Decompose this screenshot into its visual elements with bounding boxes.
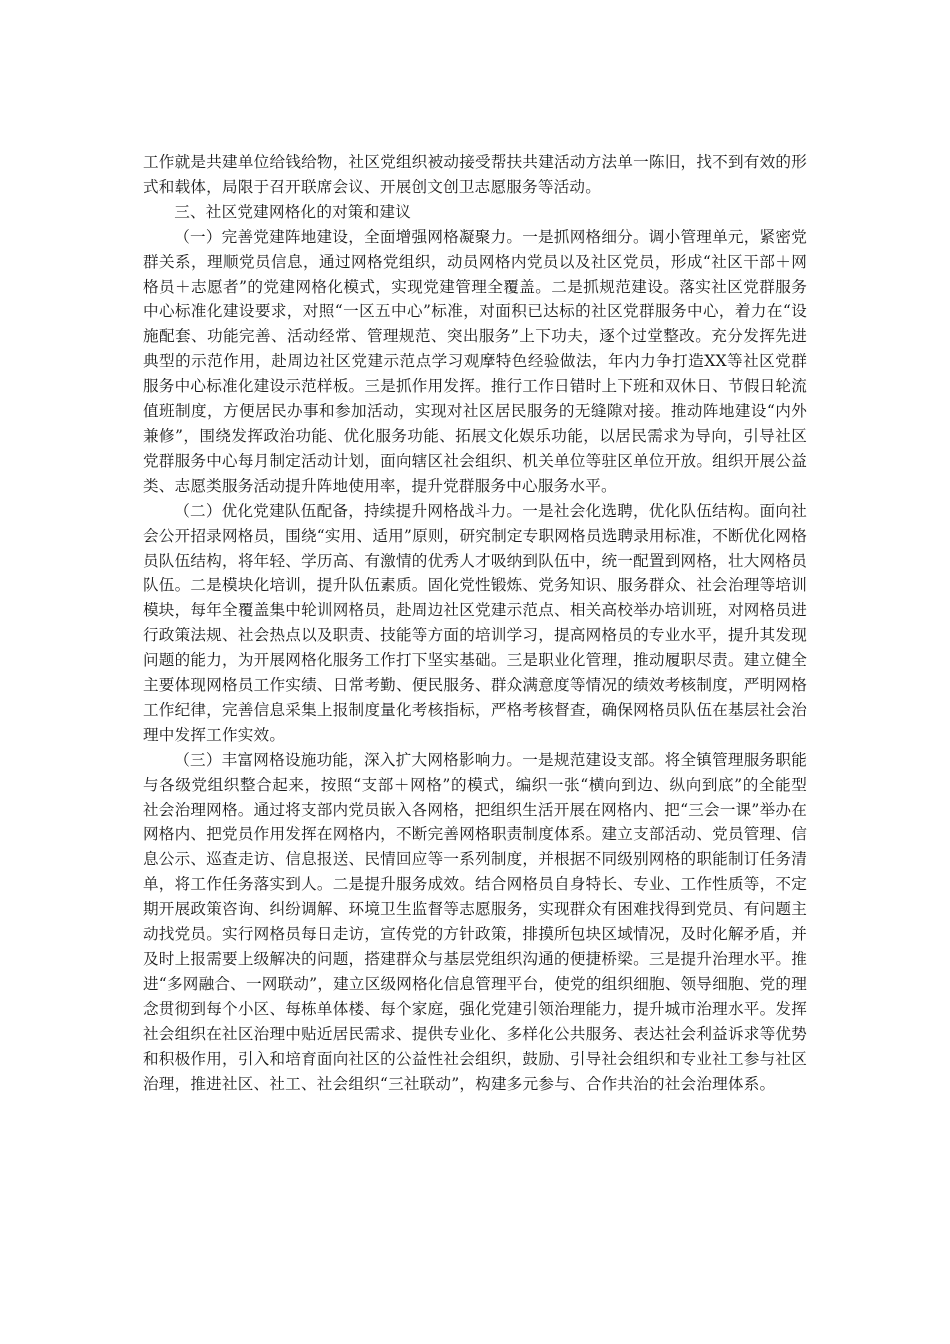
paragraph-continuation: 工作就是共建单位给钱给物，社区党组织被动接受帮扶共建活动方法单一陈旧，找不到有效的形式和载体，局限于召开联席会议、开展创文创卫志愿服务等活动。 [143, 153, 807, 196]
paragraph-point-3: （三）丰富网格设施功能，深入扩大网格影响力。一是规范建设支部。将全镇管理服务职能与各级党组织整合起来，按照“支部＋网格”的模式，编织一张“横向到边、纵向到底”的全能型社会治理网格。通过将支部内党员嵌入各网格，把组织生活开展在网格内、把“三会一课”举办在网格内、把党员作用发挥在网格内，不断完善网格职责制度体系。建立支部活动、党员管理、信息公示、巡查走访、信息报送、民情回应等一系列制度，并根据不同级别网格的职能制订任务清单，将工作任务落实到人。二是提升服务成效。结合网格员自身特长、专业、工作性质等，不定期开展政策咨询、纠纷调解、环境卫生监督等志愿服务，实现群众有困难找得到党员、有问题主动找党员。实行网格员每日走访，宣传党的方针政策，排摸所包块区域情况，及时化解矛盾，并及时上报需要上级解决的问题，搭建群众与基层党组织沟通的便捷桥梁。三是提升治理水平。推进“多网融合、一网联动”，建立区级网格化信息管理平台，使党的组织细胞、领导细胞、党的理念贯彻到每个小区、每栋单体楼、每个家庭，强化党建引领治理能力，提升城市治理水平。发挥社会组织在社区治理中贴近居民需求、提供专业化、多样化公共服务、表达社会利益诉求等优势和积极作用，引入和培育面向社区的公益性社会组织，鼓励、引导社会组织和专业社工参与社区治理，推进社区、社工、社会组织“三社联动”，构建多元参与、合作共治的社会治理体系。 [143, 750, 807, 1093]
section-heading: 三、社区党建网格化的对策和建议 [174, 202, 412, 221]
paragraph-point-2: （二）优化党建队伍配备，持续提升网格战斗力。一是社会化选聘，优化队伍结构。面向社会公开招录网格员，围绕“实用、适用”原则，研究制定专职网格员选聘录用标准，不断优化网格员队伍结构，将年轻、学历高、有激情的优秀人才吸纳到队伍中，统一配置到网格，壮大网格员队伍。二是模块化培训，提升队伍素质。固化党性锻炼、党务知识、服务群众、社会治理等培训模块，每年全覆盖集中轮训网格员，赴周边社区党建示范点、相关高校举办培训班，对网格员进行政策法规、社会热点以及职责、技能等方面的培训学习，提高网格员的专业水平，提升其发现问题的能力，为开展网格化服务工作打下坚实基础。三是职业化管理，推动履职尽责。建立健全主要体现网格员工作实绩、日常考勤、便民服务、群众满意度等情况的绩效考核制度，严明网格工作纪律，完善信息采集上报制度量化考核指标，严格考核督查，确保网格员队伍在基层社会治理中发挥工作实效。 [143, 501, 807, 744]
document-body [143, 150, 807, 1096]
paragraph-point-1: （一）完善党建阵地建设，全面增强网格凝聚力。一是抓网格细分。调小管理单元，紧密党群关系，理顺党员信息，通过网格党组织，动员网格内党员以及社区党员，形成“社区干部＋网格员＋志愿者”的党建网格化模式，实现党建管理全覆盖。二是抓规范建设。落实社区党群服务中心标准化建设要求，对照“一区五中心”标准，对面积已达标的社区党群服务中心，着力在“设施配套、功能完善、活动经常、管理规范、突出服务”上下功夫，逐个过堂整改。充分发挥先进典型的示范作用，赴周边社区党建示范点学习观摩特色经验做法，年内力争打造XX等社区党群服务中心标准化建设示范样板。三是抓作用发挥。推行工作日错时上下班和双休日、节假日轮流值班制度，方便居民办事和参加活动，实现对社区居民服务的无缝隙对接。推动阵地建设“内外兼修”，围绕发挥政治功能、优化服务功能、拓展文化娱乐功能，以居民需求为导向，引导社区党群服务中心每月制定活动计划，面向辖区社会组织、机关单位等驻区单位开放。组织开展公益类、志愿类服务活动提升阵地使用率，提升党群服务中心服务水平。 [143, 227, 807, 495]
